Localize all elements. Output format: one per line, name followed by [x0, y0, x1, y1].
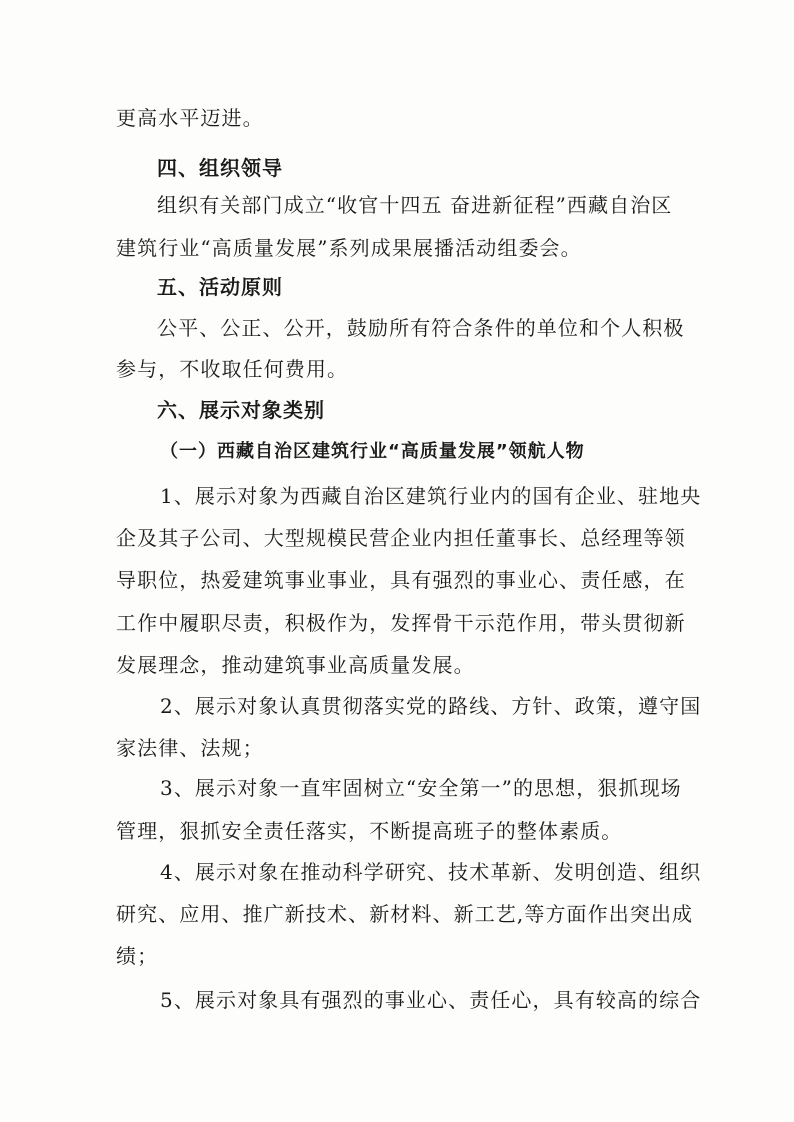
paragraph-line: 更高水平迈进。 — [116, 106, 264, 130]
paragraph-line: 企及其子公司、大型规模民营企业内担任董事长、总经理等领 — [116, 526, 686, 550]
paragraph-line: 3、展示对象一直牢固树立“安全第一”的思想，狠抓现场 — [160, 776, 682, 800]
paragraph-line: 绩； — [116, 944, 159, 968]
paragraph-line: 组织有关部门成立“收官十四五 奋进新征程”西藏自治区 — [157, 193, 673, 217]
paragraph-line: 参与，不收取任何费用。 — [116, 357, 349, 381]
paragraph-line: 管理，狠抓安全责任落实，不断提高班子的整体素质。 — [116, 819, 623, 843]
paragraph-line: 家法律、法规； — [116, 736, 264, 760]
paragraph-line: 公平、公正、公开，鼓励所有符合条件的单位和个人积极 — [157, 316, 685, 340]
paragraph-line: 5、展示对象具有强烈的事业心、责任心，具有较高的综合 — [160, 988, 702, 1012]
paragraph-line: 工作中履职尽责，积极作为，发挥骨干示范作用，带头贯彻新 — [116, 611, 686, 635]
paragraph-line: 2、展示对象认真贯彻落实党的路线、方针、政策，遵守国 — [160, 694, 702, 718]
subsection-heading-leaders: （一）西藏自治区建筑行业“高质量发展”领航人物 — [160, 441, 585, 462]
paragraph-line: 导职位，热爱建筑事业事业，具有强烈的事业心、责任感，在 — [116, 568, 686, 592]
paragraph-line: 建筑行业“高质量发展”系列成果展播活动组委会。 — [116, 236, 582, 260]
paragraph-line: 发展理念，推动建筑事业高质量发展。 — [116, 653, 475, 677]
section-heading-organization: 四、组织领导 — [157, 156, 283, 180]
section-heading-categories: 六、展示对象类别 — [157, 398, 325, 422]
paragraph-line: 1、展示对象为西藏自治区建筑行业内的国有企业、驻地央 — [160, 484, 702, 508]
section-heading-principles: 五、活动原则 — [157, 275, 283, 299]
paragraph-line: 研究、应用、推广新技术、新材料、新工艺,等方面作出突出成 — [116, 902, 694, 926]
paragraph-line: 4、展示对象在推动科学研究、技术革新、发明创造、组织 — [160, 860, 702, 884]
